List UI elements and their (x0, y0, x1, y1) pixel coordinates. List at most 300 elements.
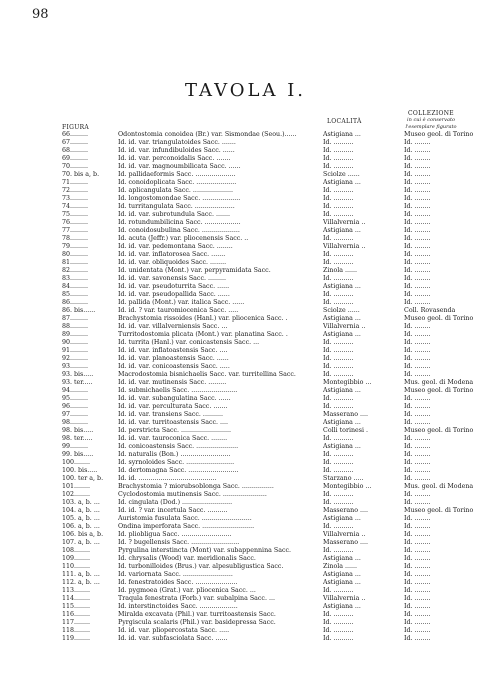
collection: Id. ........ (404, 163, 431, 170)
figure-number: 72......... (62, 187, 89, 194)
figure-number: 88......... (62, 323, 89, 330)
species-description: Id. id. ? var. tauromiocenica Sacc. ..... (118, 307, 239, 314)
collection: Id. ........ (404, 355, 431, 362)
figure-number: 69......... (62, 155, 89, 162)
locality: Id. .......... (323, 155, 354, 162)
species-description: Id. unidentata (Mont.) var. perpyramidata Sacc. (118, 267, 271, 274)
figure-number: 81......... (62, 259, 89, 266)
species-description: Id. syrnoloides Sacc. ........................ (118, 459, 235, 466)
species-description: Id. cingulata (Dod.) ......................... (118, 499, 233, 506)
collection: Id. ........ (404, 195, 431, 202)
table-row (0, 523, 491, 531)
species-description: Ondina imperforata Sacc. .......................... (118, 523, 255, 530)
locality: Villalvernia .. (323, 531, 366, 538)
species-description: Id. interstinctoides Sacc. ................... (118, 603, 238, 610)
collection: Id. ........ (404, 523, 431, 530)
figure-number: 99. bis..... (62, 451, 94, 458)
species-description: Id. ? bugellensis Sacc. ........................ (118, 539, 240, 546)
column-header-collezione (392, 110, 470, 131)
locality: Masserano .... (323, 539, 369, 546)
table-row (0, 339, 491, 347)
species-description: Id. id. var. inflatoastensis Sacc. .... (118, 347, 228, 354)
collection: Id. ........ (404, 403, 431, 410)
figure-number: 110........ (62, 563, 91, 570)
collection: Id. ........ (404, 531, 431, 538)
collection: Id. ........ (404, 419, 431, 426)
species-description: Id. id. var. villalverniensis Sacc. ... (118, 323, 228, 330)
locality: Id. .......... (323, 547, 354, 554)
collection: Id. ........ (404, 395, 431, 402)
figure-number: 99......... (62, 443, 89, 450)
figure-number: 92......... (62, 355, 89, 362)
locality: Id. .......... (323, 187, 354, 194)
locality: Id. .......... (323, 451, 354, 458)
figure-number: 119........ (62, 635, 91, 642)
figure-number: 118........ (62, 627, 91, 634)
table-row (0, 315, 491, 323)
table-row (0, 595, 491, 603)
collection: Museo geol. di Torino (404, 131, 474, 138)
figure-number: 100........ (62, 459, 91, 466)
species-description: Traqula fenestrata (Forb.) var. subalpina Sacc. ... (118, 595, 275, 602)
figure-number: 94......... (62, 387, 89, 394)
table-row (0, 435, 491, 443)
figure-number: 96......... (62, 403, 89, 410)
locality: Astigiana ... (323, 227, 361, 234)
locality: Id. .......... (323, 371, 354, 378)
species-description: Macrodostomia bisnichaelis Sacc. var. turritellina Sacc. (118, 371, 296, 378)
table-row (0, 371, 491, 379)
table-row (0, 219, 491, 227)
table-row (0, 603, 491, 611)
figure-number: 117........ (62, 619, 91, 626)
collection: Id. ........ (404, 299, 431, 306)
figure-number: 80......... (62, 251, 89, 258)
table-row (0, 203, 491, 211)
table-row (0, 195, 491, 203)
table-row (0, 627, 491, 635)
collection: Id. ........ (404, 435, 431, 442)
figure-number: 75......... (62, 211, 89, 218)
figure-number: 104. a, b. ... (62, 507, 100, 514)
figure-number: 74......... (62, 203, 89, 210)
figure-number: 95......... (62, 395, 89, 402)
locality: Astigiana ... (323, 179, 361, 186)
locality: Id. .......... (323, 467, 354, 474)
collection: Coll. Rovasenda (404, 307, 456, 314)
figure-number: 93. ter..... (62, 379, 93, 386)
locality: Astigiana ... (323, 555, 361, 562)
collezione-sub-2: l'esemplare figurato (405, 124, 457, 130)
species-description: Id. turritangulata Sacc. .................... (118, 203, 235, 210)
locality: Villalvernia .. (323, 219, 366, 226)
locality: Id. .......... (323, 355, 354, 362)
locality: Id. .......... (323, 259, 354, 266)
collection: Museo geol. di Torino (404, 315, 474, 322)
table-row (0, 387, 491, 395)
column-header-figura: FIGURA (62, 124, 90, 131)
species-description: Id. pygmoea (Grat.) var. pliocenica Sacc. ... (118, 587, 256, 594)
collection: Id. ........ (404, 187, 431, 194)
table-row (0, 579, 491, 587)
collection: Id. ........ (404, 411, 431, 418)
table-row (0, 419, 491, 427)
collezione-label: COLLEZIONE (408, 110, 454, 117)
species-description: Id. fenestratoides Sacc. ..................... (118, 579, 238, 586)
species-description: Brachystomia ? miorubsoblonga Sacc. ................ (118, 483, 274, 490)
figure-number: 87......... (62, 315, 89, 322)
figure-number: 114........ (62, 595, 91, 602)
table-row (0, 531, 491, 539)
table-row (0, 355, 491, 363)
table-row (0, 363, 491, 371)
figure-number: 76......... (62, 219, 89, 226)
table-row (0, 267, 491, 275)
species-description: Id. id. var. perconoidalis Sacc. ....... (118, 155, 231, 162)
species-description: Id. pliobligua Sacc. ......................... (118, 531, 232, 538)
locality: Id. .......... (323, 147, 354, 154)
figure-number: 93......... (62, 363, 89, 370)
species-description: Id. acuta (Jeffr.) var. pliocenensis Sacc. .. (118, 235, 249, 242)
collection: Id. ........ (404, 539, 431, 546)
collection: Id. ........ (404, 547, 431, 554)
species-description: Id. id. var. tauroconica Sacc. ........ (118, 435, 228, 442)
figure-number: 102........ (62, 491, 91, 498)
locality: Id. .......... (323, 587, 354, 594)
collection: Id. ........ (404, 179, 431, 186)
locality: Villalvernia .. (323, 323, 366, 330)
figure-number: 93. bis..... (62, 371, 94, 378)
locality: Zinola ...... (323, 563, 358, 570)
table-row (0, 491, 491, 499)
locality: Id. .......... (323, 395, 354, 402)
collection: Id. ........ (404, 347, 431, 354)
collection: Id. ........ (404, 291, 431, 298)
table-row (0, 467, 491, 475)
collection: Id. ........ (404, 219, 431, 226)
collection: Id. ........ (404, 475, 431, 482)
collection: Id. ........ (404, 339, 431, 346)
collection: Id. ........ (404, 635, 431, 642)
page-number: 98 (32, 7, 49, 22)
table-row (0, 619, 491, 627)
species-description: Id. perstricta Sacc. ......................... (118, 427, 232, 434)
collection: Museo geol. di Torino (404, 507, 474, 514)
table-row (0, 563, 491, 571)
figure-number: 70. bis a, b. (62, 171, 100, 178)
table-row (0, 515, 491, 523)
collection: Id. ........ (404, 627, 431, 634)
figure-number: 97......... (62, 411, 89, 418)
locality: Id. .......... (323, 203, 354, 210)
figure-number: 113........ (62, 587, 91, 594)
species-description: Id. id. var. pseudopallida Sacc. ...... (118, 291, 230, 298)
table-row (0, 131, 491, 139)
locality: Montegibbio ... (323, 379, 372, 386)
species-description: Id. conoidoplicata Sacc. .................... (118, 179, 237, 186)
collection: Id. ........ (404, 283, 431, 290)
collection: Id. ........ (404, 619, 431, 626)
locality: Id. .......... (323, 363, 354, 370)
locality: Id. .......... (323, 611, 354, 618)
figure-number: 78......... (62, 235, 89, 242)
table-row (0, 211, 491, 219)
collection: Id. ........ (404, 499, 431, 506)
collection: Id. ........ (404, 259, 431, 266)
table-row (0, 147, 491, 155)
table-row (0, 331, 491, 339)
locality: Id. .......... (323, 627, 354, 634)
collection: Id. ........ (404, 563, 431, 570)
species-description: Id. id. ? var. incertula Sacc. .......... (118, 507, 228, 514)
table-row (0, 171, 491, 179)
locality: Id. .......... (323, 459, 354, 466)
species-description: Id. id. var. subfasciolata Sacc. ...... (118, 635, 228, 642)
locality: Astigiana ... (323, 315, 361, 322)
collection: Id. ........ (404, 147, 431, 154)
table-row (0, 499, 491, 507)
table-row (0, 587, 491, 595)
species-description: Id. id. var. conicoastensis Sacc. ..... (118, 363, 230, 370)
collection: Id. ........ (404, 275, 431, 282)
table-row (0, 155, 491, 163)
species-description: Id. conicoastensis Sacc. ..................... (118, 443, 239, 450)
figure-number: 101........ (62, 483, 91, 490)
species-description: Id. id. var. pliopercostata Sacc. ..... (118, 627, 230, 634)
figure-number: 86. bis...... (62, 307, 96, 314)
figure-number: 98. ter..... (62, 435, 93, 442)
figure-number: 73......... (62, 195, 89, 202)
figure-number: 116........ (62, 611, 91, 618)
table-row (0, 139, 491, 147)
species-description: Id. longostomondae Sacc. ................... (118, 195, 241, 202)
species-description: Id. id. var. obliquoides Sacc. ........ (118, 259, 227, 266)
species-description: Id. conoidosubulina Sacc. ................... (118, 227, 240, 234)
collection: Id. ........ (404, 595, 431, 602)
figure-number: 112. a, b. ... (62, 579, 100, 586)
table-row (0, 227, 491, 235)
table-row (0, 459, 491, 467)
table-row (0, 179, 491, 187)
species-description: Id. id. var. planoastensis Sacc. ...... (118, 355, 229, 362)
locality: Astigiana ... (323, 579, 361, 586)
page-title: TAVOLA I. (184, 80, 307, 101)
figure-number: 84......... (62, 283, 89, 290)
locality: Id. .......... (323, 435, 354, 442)
species-description: Pyrgulina interstincta (Mont) var. subappennina Sacc. (118, 547, 292, 554)
locality: Astigiana ... (323, 131, 361, 138)
locality: Id. .......... (323, 499, 354, 506)
table-row (0, 307, 491, 315)
locality: Id. .......... (323, 491, 354, 498)
figure-number: 107. a, b. ... (62, 539, 100, 546)
figure-number: 109........ (62, 555, 91, 562)
collezione-sub-1: in cui è conservato (407, 117, 455, 123)
collection: Id. ........ (404, 363, 431, 370)
table-row (0, 411, 491, 419)
species-description: Id. naturalis (Bon.) ......................... (118, 451, 231, 458)
species-description: Pyrgiscula scalaris (Phil.) var. basidepressa Sacc. (118, 619, 276, 626)
species-description: Id. id. var. subangulatina Sacc. ...... (118, 395, 231, 402)
locality: Id. .......... (323, 235, 354, 242)
figure-number: 71......... (62, 179, 89, 186)
locality: Id. .......... (323, 619, 354, 626)
species-description: Id. id. var. triangulatoides Sacc. ....... (118, 139, 236, 146)
collection: Id. ........ (404, 579, 431, 586)
locality: Id. .......... (323, 211, 354, 218)
figure-number: 86......... (62, 299, 89, 306)
species-description: Id. pallida (Mont.) var. italica Sacc. ...... (118, 299, 245, 306)
species-description: Id. id. var. infundibuloides Sacc. ...... (118, 147, 235, 154)
table-row (0, 571, 491, 579)
species-description: Auristomia fusulata Sacc. ......................... (118, 515, 252, 522)
figure-number: 115........ (62, 603, 91, 610)
locality: Id. .......... (323, 635, 354, 642)
table-row (0, 395, 491, 403)
locality: Montegibbio ... (323, 483, 372, 490)
species-description: Id. turbonilloides (Brus.) var. alpesubligustica Sacc. (118, 563, 284, 570)
table-row (0, 275, 491, 283)
locality: Sciolze ...... (323, 307, 360, 314)
locality: Id. .......... (323, 195, 354, 202)
collection: Id. ........ (404, 515, 431, 522)
collection: Id. ........ (404, 251, 431, 258)
figure-number: 100. bis..... (62, 467, 98, 474)
collection: Id. ........ (404, 331, 431, 338)
locality: Id. .......... (323, 251, 354, 258)
figure-number: 98......... (62, 419, 89, 426)
locality: Astigiana ... (323, 419, 361, 426)
species-description: Id. id. var. savonensis Sacc. ......... (118, 275, 226, 282)
figure-number: 89......... (62, 331, 89, 338)
species-description: Id. id. var. pedemontana Sacc. ........ (118, 243, 233, 250)
figure-number: 70......... (62, 163, 89, 170)
locality: Astigiana ... (323, 443, 361, 450)
locality: Id. .......... (323, 275, 354, 282)
collection: Id. ........ (404, 211, 431, 218)
species-description: Turritodostomia plicata (Mont.) var. planatina Sacc. . (118, 331, 288, 338)
collection: Id. ........ (404, 459, 431, 466)
species-description: Id. chrysalis (Wood) var. meridionalis Sacc. (118, 555, 256, 562)
figure-number: 106. bis a, b. (62, 531, 104, 538)
species-description: Id. id. var. turritoastensis Sacc. .... (118, 419, 229, 426)
locality: Astigiana ... (323, 387, 361, 394)
table-row (0, 251, 491, 259)
table-row (0, 611, 491, 619)
collection: Id. ........ (404, 171, 431, 178)
table-row (0, 427, 491, 435)
species-description: Id. id. var. mutinensis Sacc. ......... (118, 379, 227, 386)
species-description: Id. id. ....................................... (118, 475, 217, 482)
locality: Id. .......... (323, 523, 354, 530)
table-row (0, 259, 491, 267)
figure-number: 90......... (62, 339, 89, 346)
table-row (0, 323, 491, 331)
locality: Id. .......... (323, 163, 354, 170)
collection: Id. ........ (404, 587, 431, 594)
table-row (0, 235, 491, 243)
locality: Starzano ..... (323, 475, 364, 482)
locality: Id. .......... (323, 347, 354, 354)
collection: Id. ........ (404, 267, 431, 274)
collection: Id. ........ (404, 611, 431, 618)
locality: Zinola ...... (323, 267, 358, 274)
collection: Id. ........ (404, 235, 431, 242)
locality: Id. .......... (323, 291, 354, 298)
table-row (0, 243, 491, 251)
locality: Villalvernia .. (323, 595, 366, 602)
collection: Id. ........ (404, 603, 431, 610)
locality: Id. .......... (323, 339, 354, 346)
species-description: Id. turrita (Hanl.) var. conicastensis Sacc. ... (118, 339, 260, 346)
collection: Id. ........ (404, 467, 431, 474)
figure-number: 85......... (62, 291, 89, 298)
collection: Id. ........ (404, 243, 431, 250)
species-description: Id. id. var. transiens Sacc. .......... (118, 411, 223, 418)
figure-number: 98. bis..... (62, 427, 94, 434)
figure-number: 111. a, b. ... (62, 571, 100, 578)
locality: Astigiana ... (323, 603, 361, 610)
locality: Astigiana ... (323, 283, 361, 290)
collection: Id. ........ (404, 227, 431, 234)
locality: Id. .......... (323, 299, 354, 306)
plate-table (0, 131, 491, 643)
collection: Mus. geol. di Modena (404, 379, 474, 386)
species-description: Brachystomia rissoides (Hanl.) var. pliocenica Sacc. . (118, 315, 288, 322)
locality: Astigiana ... (323, 515, 361, 522)
figure-number: 68......... (62, 147, 89, 154)
table-row (0, 291, 491, 299)
species-description: Id. id. var. pseudoturrita Sacc. ...... (118, 283, 230, 290)
locality: Masserano .... (323, 507, 369, 514)
collection: Id. ........ (404, 155, 431, 162)
locality: Astigiana ... (323, 331, 361, 338)
species-description: Id. dertomagna Sacc. ......................... (118, 467, 239, 474)
species-description: Id. id. var. subrotundula Sacc. ....... (118, 211, 230, 218)
species-description: Id. pallidaeformis Sacc. .................... (118, 171, 236, 178)
collection: Id. ........ (404, 323, 431, 330)
collection: Id. ........ (404, 451, 431, 458)
figure-number: 82......... (62, 267, 89, 274)
collection: Id. ........ (404, 139, 431, 146)
species-description: Id. id. var. magnoumbilicata Sacc. ...... (118, 163, 241, 170)
collection: Id. ........ (404, 571, 431, 578)
figure-number: 83......... (62, 275, 89, 282)
figure-number: 91......... (62, 347, 89, 354)
collection: Id. ........ (404, 371, 431, 378)
collection: Id. ........ (404, 443, 431, 450)
collection: Mus. geol. di Modena (404, 483, 474, 490)
table-row (0, 403, 491, 411)
figure-number: 67......... (62, 139, 89, 146)
locality: Masserano .... (323, 411, 369, 418)
collection: Id. ........ (404, 491, 431, 498)
table-row (0, 379, 491, 387)
species-description: Miralda excavata (Phil.) var. turritoastensis Sacc. (118, 611, 276, 618)
table-row (0, 347, 491, 355)
locality: Colli torinesi . (323, 427, 369, 434)
collection: Museo geol. di Torino (404, 427, 474, 434)
table-row (0, 475, 491, 483)
column-header-localita: LOCALITÀ (327, 118, 362, 125)
species-description: Id. submichaelis Sacc. ....................... (118, 387, 238, 394)
locality: Id. .......... (323, 403, 354, 410)
collection: Museo geol. di Torino (404, 387, 474, 394)
locality: Villalvernia .. (323, 243, 366, 250)
table-row (0, 451, 491, 459)
figure-number: 105. a, b. ... (62, 515, 100, 522)
table-row (0, 187, 491, 195)
